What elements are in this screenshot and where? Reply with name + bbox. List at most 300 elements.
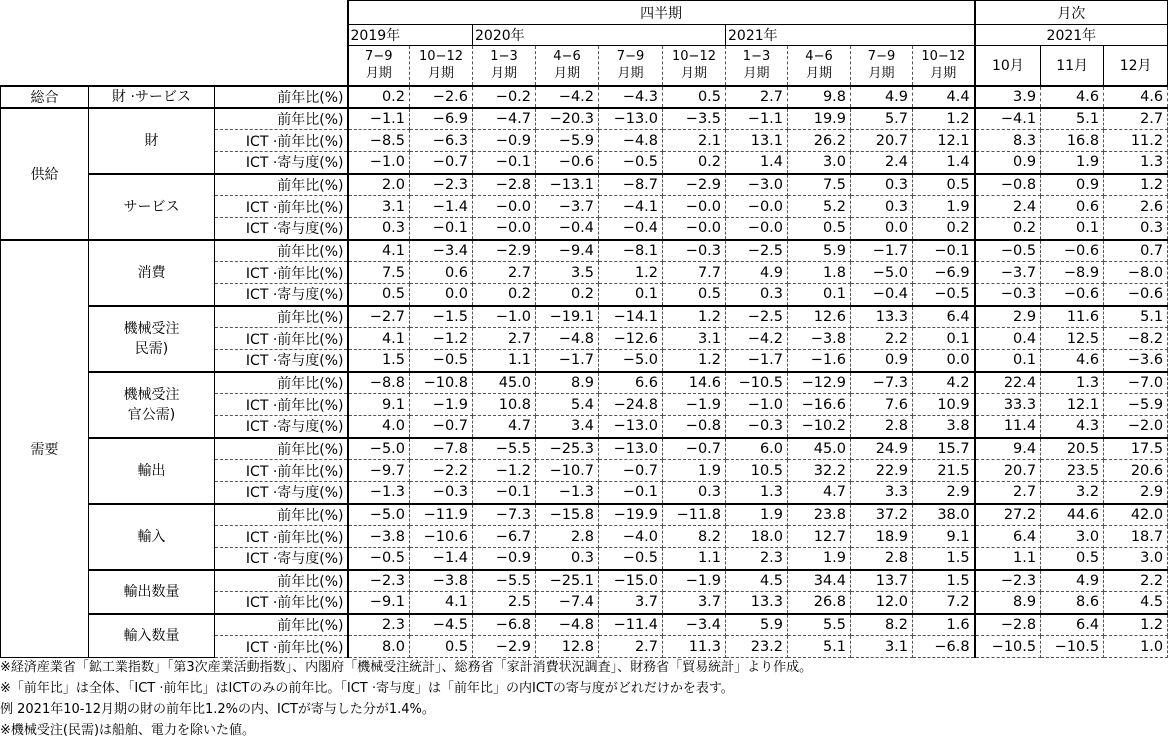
- value-cell: 22.9: [851, 460, 913, 482]
- table-row: [1, 504, 1168, 526]
- row-subgroup-label: サービス: [89, 174, 215, 240]
- value-cell: 12.5: [1041, 328, 1104, 350]
- value-cell: −2.8: [975, 614, 1041, 636]
- value-cell: 0.0: [913, 350, 975, 372]
- value-cell: 2.0: [348, 174, 410, 196]
- value-cell: −7.4: [536, 592, 599, 614]
- header-blank-corner: [1, 1, 348, 86]
- value-cell: −0.5: [975, 240, 1041, 262]
- value-cell: 18.7: [1104, 526, 1168, 548]
- value-cell: −10.5: [975, 636, 1041, 658]
- period-range: 7−9: [867, 49, 896, 65]
- value-cell: −5.5: [473, 570, 536, 592]
- value-cell: 2.3: [348, 614, 410, 636]
- value-cell: −0.5: [410, 350, 473, 372]
- value-cell: −9.1: [348, 592, 410, 614]
- value-cell: 12.1: [913, 130, 975, 152]
- value-cell: −0.0: [726, 196, 788, 218]
- value-cell: 2.8: [536, 526, 599, 548]
- period-range: 4−6: [553, 49, 581, 65]
- value-cell: −0.3: [410, 482, 473, 504]
- value-cell: 2.4: [975, 196, 1041, 218]
- value-cell: 44.6: [1041, 504, 1104, 526]
- value-cell: 4.4: [913, 86, 975, 108]
- period-header: [599, 46, 663, 86]
- value-cell: −1.7: [536, 350, 599, 372]
- period-unit: 月期: [806, 66, 833, 82]
- value-cell: 23.2: [726, 636, 788, 658]
- value-cell: −0.1: [410, 218, 473, 240]
- row-metric-label: 前年比(%): [215, 108, 348, 130]
- value-cell: 1.2: [663, 306, 726, 328]
- value-cell: −3.8: [788, 328, 851, 350]
- value-cell: 0.5: [410, 636, 473, 658]
- value-cell: 11.3: [663, 636, 726, 658]
- value-cell: −2.2: [410, 460, 473, 482]
- value-cell: 0.3: [726, 284, 788, 306]
- row-metric-label: 前年比(%): [215, 504, 348, 526]
- table-row: [1, 372, 1168, 394]
- value-cell: −11.9: [410, 504, 473, 526]
- row-metric-label: ICT ·前年比(%): [215, 460, 348, 482]
- value-cell: −0.0: [663, 218, 726, 240]
- value-cell: −1.5: [410, 306, 473, 328]
- value-cell: −1.2: [473, 460, 536, 482]
- value-cell: 18.0: [726, 526, 788, 548]
- value-cell: −4.8: [536, 328, 599, 350]
- value-cell: −1.2: [410, 328, 473, 350]
- value-cell: −6.9: [410, 108, 473, 130]
- value-cell: 4.6: [1104, 86, 1168, 108]
- value-cell: 1.2: [913, 108, 975, 130]
- value-cell: −15.8: [536, 504, 599, 526]
- value-cell: −12.6: [599, 328, 663, 350]
- value-cell: −10.5: [1041, 636, 1104, 658]
- period-range: 4−6: [805, 49, 833, 65]
- value-cell: −6.8: [913, 636, 975, 658]
- value-cell: 6.6: [599, 372, 663, 394]
- value-cell: −0.9: [473, 548, 536, 570]
- period-unit: 月期: [617, 66, 644, 82]
- value-cell: −0.1: [473, 152, 536, 174]
- value-cell: −3.5: [663, 108, 726, 130]
- value-cell: 9.1: [913, 526, 975, 548]
- value-cell: 3.0: [788, 152, 851, 174]
- value-cell: −8.7: [599, 174, 663, 196]
- value-cell: 9.4: [975, 438, 1041, 460]
- value-cell: −1.9: [663, 570, 726, 592]
- value-cell: 0.2: [473, 284, 536, 306]
- value-cell: −11.4: [599, 614, 663, 636]
- value-cell: 1.5: [348, 350, 410, 372]
- value-cell: 5.9: [788, 240, 851, 262]
- value-cell: −1.7: [851, 240, 913, 262]
- period-unit: 月期: [681, 66, 708, 82]
- value-cell: −0.6: [1041, 284, 1104, 306]
- value-cell: −7.8: [410, 438, 473, 460]
- value-cell: 1.5: [913, 570, 975, 592]
- value-cell: −0.9: [473, 130, 536, 152]
- value-cell: 19.9: [788, 108, 851, 130]
- table-row: [1, 86, 1168, 108]
- value-cell: 8.6: [1041, 592, 1104, 614]
- value-cell: −14.1: [599, 306, 663, 328]
- value-cell: 0.2: [663, 152, 726, 174]
- row-metric-label: 前年比(%): [215, 174, 348, 196]
- row-metric-label: 前年比(%): [215, 372, 348, 394]
- value-cell: 11.2: [1104, 130, 1168, 152]
- monthly-header: 月次: [975, 1, 1168, 25]
- value-cell: 0.5: [788, 218, 851, 240]
- row-metric-label: ICT ·前年比(%): [215, 130, 348, 152]
- value-cell: 13.3: [726, 592, 788, 614]
- value-cell: 11.4: [975, 416, 1041, 438]
- value-cell: −9.7: [348, 460, 410, 482]
- value-cell: 11.6: [1041, 306, 1104, 328]
- period-header: [348, 46, 410, 86]
- row-metric-label: ICT ·寄与度(%): [215, 284, 348, 306]
- value-cell: 0.4: [975, 328, 1041, 350]
- value-cell: −0.7: [410, 416, 473, 438]
- value-cell: 3.2: [1041, 482, 1104, 504]
- value-cell: 23.8: [788, 504, 851, 526]
- value-cell: −0.1: [913, 240, 975, 262]
- value-cell: 2.2: [1104, 570, 1168, 592]
- value-cell: −8.1: [599, 240, 663, 262]
- value-cell: 2.7: [1104, 108, 1168, 130]
- period-range: 10−12: [419, 49, 463, 65]
- value-cell: 8.9: [975, 592, 1041, 614]
- value-cell: 45.0: [788, 438, 851, 460]
- value-cell: −1.0: [726, 394, 788, 416]
- value-cell: −1.7: [726, 350, 788, 372]
- value-cell: 1.8: [788, 262, 851, 284]
- value-cell: 7.5: [348, 262, 410, 284]
- value-cell: 32.2: [788, 460, 851, 482]
- value-cell: 1.1: [473, 350, 536, 372]
- year-header-2021: 2021年: [726, 25, 975, 46]
- period-range: 1−3: [490, 49, 518, 65]
- value-cell: 2.4: [851, 152, 913, 174]
- value-cell: 12.6: [788, 306, 851, 328]
- value-cell: 6.4: [975, 526, 1041, 548]
- value-cell: 4.1: [348, 328, 410, 350]
- value-cell: 0.9: [975, 152, 1041, 174]
- value-cell: 4.1: [410, 592, 473, 614]
- value-cell: −1.9: [410, 394, 473, 416]
- value-cell: −24.8: [599, 394, 663, 416]
- value-cell: 0.1: [975, 350, 1041, 372]
- value-cell: −4.1: [975, 108, 1041, 130]
- value-cell: −13.1: [536, 174, 599, 196]
- value-cell: 1.9: [913, 196, 975, 218]
- value-cell: 1.2: [663, 350, 726, 372]
- row-metric-label: ICT ·前年比(%): [215, 636, 348, 658]
- value-cell: 1.9: [788, 548, 851, 570]
- value-cell: 37.2: [851, 504, 913, 526]
- value-cell: 1.2: [1104, 614, 1168, 636]
- value-cell: 4.9: [851, 86, 913, 108]
- row-metric-label: ICT ·前年比(%): [215, 328, 348, 350]
- footnote: ※機械受注(民需)は船舶、電力を除いた値。: [0, 723, 256, 738]
- value-cell: 13.3: [851, 306, 913, 328]
- value-cell: −0.7: [599, 460, 663, 482]
- value-cell: 20.7: [975, 460, 1041, 482]
- table-row: [1, 614, 1168, 636]
- value-cell: −19.9: [599, 504, 663, 526]
- value-cell: 0.5: [663, 284, 726, 306]
- value-cell: 22.4: [975, 372, 1041, 394]
- value-cell: 4.2: [913, 372, 975, 394]
- row-metric-label: 前年比(%): [215, 240, 348, 262]
- table-row: [1, 240, 1168, 262]
- value-cell: 1.3: [1104, 152, 1168, 174]
- value-cell: −5.9: [536, 130, 599, 152]
- period-header: [726, 46, 788, 86]
- value-cell: −6.7: [473, 526, 536, 548]
- value-cell: −0.3: [663, 240, 726, 262]
- month-header: 11月: [1041, 46, 1104, 86]
- value-cell: 5.1: [1041, 108, 1104, 130]
- quarterly-header: 四半期: [348, 1, 975, 25]
- value-cell: 2.2: [851, 328, 913, 350]
- value-cell: −7.3: [851, 372, 913, 394]
- value-cell: 3.1: [663, 328, 726, 350]
- value-cell: 12.7: [788, 526, 851, 548]
- row-metric-label: 前年比(%): [215, 570, 348, 592]
- period-unit: 月期: [428, 66, 455, 82]
- value-cell: −4.8: [536, 614, 599, 636]
- value-cell: 1.6: [913, 614, 975, 636]
- value-cell: 7.6: [851, 394, 913, 416]
- value-cell: 8.9: [536, 372, 599, 394]
- value-cell: −5.0: [348, 438, 410, 460]
- row-group-label: 需要: [1, 240, 89, 658]
- period-header: [851, 46, 913, 86]
- value-cell: 0.3: [348, 218, 410, 240]
- value-cell: −6.9: [913, 262, 975, 284]
- value-cell: 4.1: [348, 240, 410, 262]
- value-cell: 0.2: [348, 86, 410, 108]
- value-cell: −1.1: [348, 108, 410, 130]
- value-cell: −8.9: [1041, 262, 1104, 284]
- row-metric-label: 前年比(%): [215, 306, 348, 328]
- value-cell: −20.3: [536, 108, 599, 130]
- value-cell: 34.4: [788, 570, 851, 592]
- value-cell: −2.6: [410, 86, 473, 108]
- value-cell: −4.2: [536, 86, 599, 108]
- value-cell: −2.7: [348, 306, 410, 328]
- value-cell: −0.0: [473, 196, 536, 218]
- row-metric-label: ICT ·寄与度(%): [215, 416, 348, 438]
- value-cell: 2.7: [726, 86, 788, 108]
- row-subgroup-label: 輸入数量: [89, 614, 215, 658]
- value-cell: 9.1: [348, 394, 410, 416]
- value-cell: 14.6: [663, 372, 726, 394]
- value-cell: 3.0: [1104, 548, 1168, 570]
- value-cell: 4.7: [788, 482, 851, 504]
- value-cell: 1.9: [663, 460, 726, 482]
- value-cell: 42.0: [1104, 504, 1168, 526]
- value-cell: −2.5: [726, 240, 788, 262]
- period-header: [788, 46, 851, 86]
- value-cell: 15.7: [913, 438, 975, 460]
- value-cell: −2.5: [726, 306, 788, 328]
- value-cell: 5.5: [788, 614, 851, 636]
- value-cell: −3.0: [726, 174, 788, 196]
- value-cell: −1.3: [348, 482, 410, 504]
- value-cell: 1.1: [975, 548, 1041, 570]
- period-range: 10−12: [921, 49, 966, 65]
- value-cell: 4.9: [1041, 570, 1104, 592]
- value-cell: −4.7: [473, 108, 536, 130]
- value-cell: 5.7: [851, 108, 913, 130]
- value-cell: −5.9: [1104, 394, 1168, 416]
- footnote: ※「前年比」は全体、「ICT ·前年比」はICTのみの前年比。「ICT ·寄与度」は「前年比」の内ICTの寄与度がどれだけかを表す。: [0, 681, 734, 696]
- value-cell: 7.2: [913, 592, 975, 614]
- value-cell: 8.0: [348, 636, 410, 658]
- value-cell: 0.6: [410, 262, 473, 284]
- value-cell: 5.9: [726, 614, 788, 636]
- value-cell: 7.5: [788, 174, 851, 196]
- monthly-year-header: 2021年: [975, 25, 1168, 46]
- value-cell: 0.2: [975, 218, 1041, 240]
- row-metric-label: ICT ·前年比(%): [215, 592, 348, 614]
- value-cell: 1.4: [913, 152, 975, 174]
- value-cell: 4.6: [1041, 350, 1104, 372]
- value-cell: −3.8: [348, 526, 410, 548]
- value-cell: −10.8: [410, 372, 473, 394]
- value-cell: 9.8: [788, 86, 851, 108]
- row-group-label: 総合: [1, 86, 89, 108]
- value-cell: −10.7: [536, 460, 599, 482]
- table-row: [1, 306, 1168, 328]
- row-subgroup-label: 機械受注 民需): [89, 306, 215, 372]
- value-cell: −6.3: [410, 130, 473, 152]
- value-cell: −6.8: [473, 614, 536, 636]
- value-cell: 3.1: [851, 636, 913, 658]
- value-cell: 5.1: [1104, 306, 1168, 328]
- value-cell: 2.8: [851, 416, 913, 438]
- value-cell: −0.3: [975, 284, 1041, 306]
- value-cell: 33.3: [975, 394, 1041, 416]
- value-cell: −3.4: [663, 614, 726, 636]
- value-cell: −0.8: [663, 416, 726, 438]
- value-cell: 0.0: [851, 218, 913, 240]
- period-unit: 月期: [491, 66, 518, 82]
- period-unit: 月期: [365, 66, 392, 82]
- value-cell: 0.5: [348, 284, 410, 306]
- value-cell: −2.3: [410, 174, 473, 196]
- value-cell: −0.0: [663, 196, 726, 218]
- value-cell: −1.4: [410, 548, 473, 570]
- value-cell: 3.4: [536, 416, 599, 438]
- value-cell: −1.1: [726, 108, 788, 130]
- value-cell: 0.3: [536, 548, 599, 570]
- value-cell: −5.5: [473, 438, 536, 460]
- row-subgroup-label: 財 ·サービス: [89, 86, 215, 108]
- value-cell: 2.7: [599, 636, 663, 658]
- value-cell: −3.6: [1104, 350, 1168, 372]
- value-cell: 0.2: [536, 284, 599, 306]
- row-metric-label: 前年比(%): [215, 86, 348, 108]
- value-cell: 16.8: [1041, 130, 1104, 152]
- value-cell: 1.5: [913, 548, 975, 570]
- value-cell: −2.9: [473, 636, 536, 658]
- value-cell: 4.5: [1104, 592, 1168, 614]
- value-cell: −15.0: [599, 570, 663, 592]
- row-metric-label: ICT ·前年比(%): [215, 394, 348, 416]
- value-cell: −25.1: [536, 570, 599, 592]
- value-cell: 12.1: [1041, 394, 1104, 416]
- value-cell: −10.2: [788, 416, 851, 438]
- value-cell: −0.1: [473, 482, 536, 504]
- table-row: [1, 570, 1168, 592]
- row-subgroup-label: 輸出数量: [89, 570, 215, 614]
- value-cell: 13.7: [851, 570, 913, 592]
- period-range: 7−9: [365, 49, 393, 65]
- value-cell: −16.6: [788, 394, 851, 416]
- value-cell: −4.1: [599, 196, 663, 218]
- value-cell: 20.5: [1041, 438, 1104, 460]
- value-cell: 10.9: [913, 394, 975, 416]
- value-cell: −0.5: [599, 152, 663, 174]
- value-cell: 0.9: [851, 350, 913, 372]
- value-cell: 3.0: [1041, 526, 1104, 548]
- footnote: 例 2021年10-12月期の財の前年比1.2%の内、ICTが寄与した分が1.4%。: [0, 702, 435, 717]
- value-cell: 1.3: [1041, 372, 1104, 394]
- row-group-label: 供給: [1, 108, 89, 240]
- value-cell: −2.3: [975, 570, 1041, 592]
- value-cell: 2.6: [1104, 196, 1168, 218]
- row-metric-label: 前年比(%): [215, 614, 348, 636]
- value-cell: 5.1: [788, 636, 851, 658]
- value-cell: 0.6: [1041, 196, 1104, 218]
- value-cell: 0.3: [1104, 218, 1168, 240]
- row-metric-label: ICT ·寄与度(%): [215, 218, 348, 240]
- value-cell: −1.0: [348, 152, 410, 174]
- row-metric-label: ICT ·前年比(%): [215, 526, 348, 548]
- value-cell: 10.8: [473, 394, 536, 416]
- footnotes: [0, 657, 812, 741]
- value-cell: 6.4: [1041, 614, 1104, 636]
- value-cell: 1.2: [599, 262, 663, 284]
- value-cell: −12.9: [788, 372, 851, 394]
- value-cell: −0.3: [726, 416, 788, 438]
- value-cell: 1.4: [726, 152, 788, 174]
- value-cell: 3.9: [975, 86, 1041, 108]
- value-cell: −10.5: [726, 372, 788, 394]
- value-cell: 8.2: [851, 614, 913, 636]
- value-cell: 2.9: [975, 306, 1041, 328]
- value-cell: 3.7: [599, 592, 663, 614]
- period-range: 1−3: [742, 49, 771, 65]
- value-cell: −0.6: [1041, 240, 1104, 262]
- value-cell: 20.7: [851, 130, 913, 152]
- value-cell: 17.5: [1104, 438, 1168, 460]
- row-subgroup-label: 輸入: [89, 504, 215, 570]
- table-row: [1, 108, 1168, 130]
- value-cell: 1.2: [1104, 174, 1168, 196]
- row-metric-label: ICT ·前年比(%): [215, 196, 348, 218]
- value-cell: 3.8: [913, 416, 975, 438]
- value-cell: −1.6: [788, 350, 851, 372]
- value-cell: 0.2: [913, 218, 975, 240]
- month-header: 10月: [975, 46, 1041, 86]
- value-cell: −2.3: [348, 570, 410, 592]
- value-cell: 5.4: [536, 394, 599, 416]
- value-cell: 2.8: [851, 548, 913, 570]
